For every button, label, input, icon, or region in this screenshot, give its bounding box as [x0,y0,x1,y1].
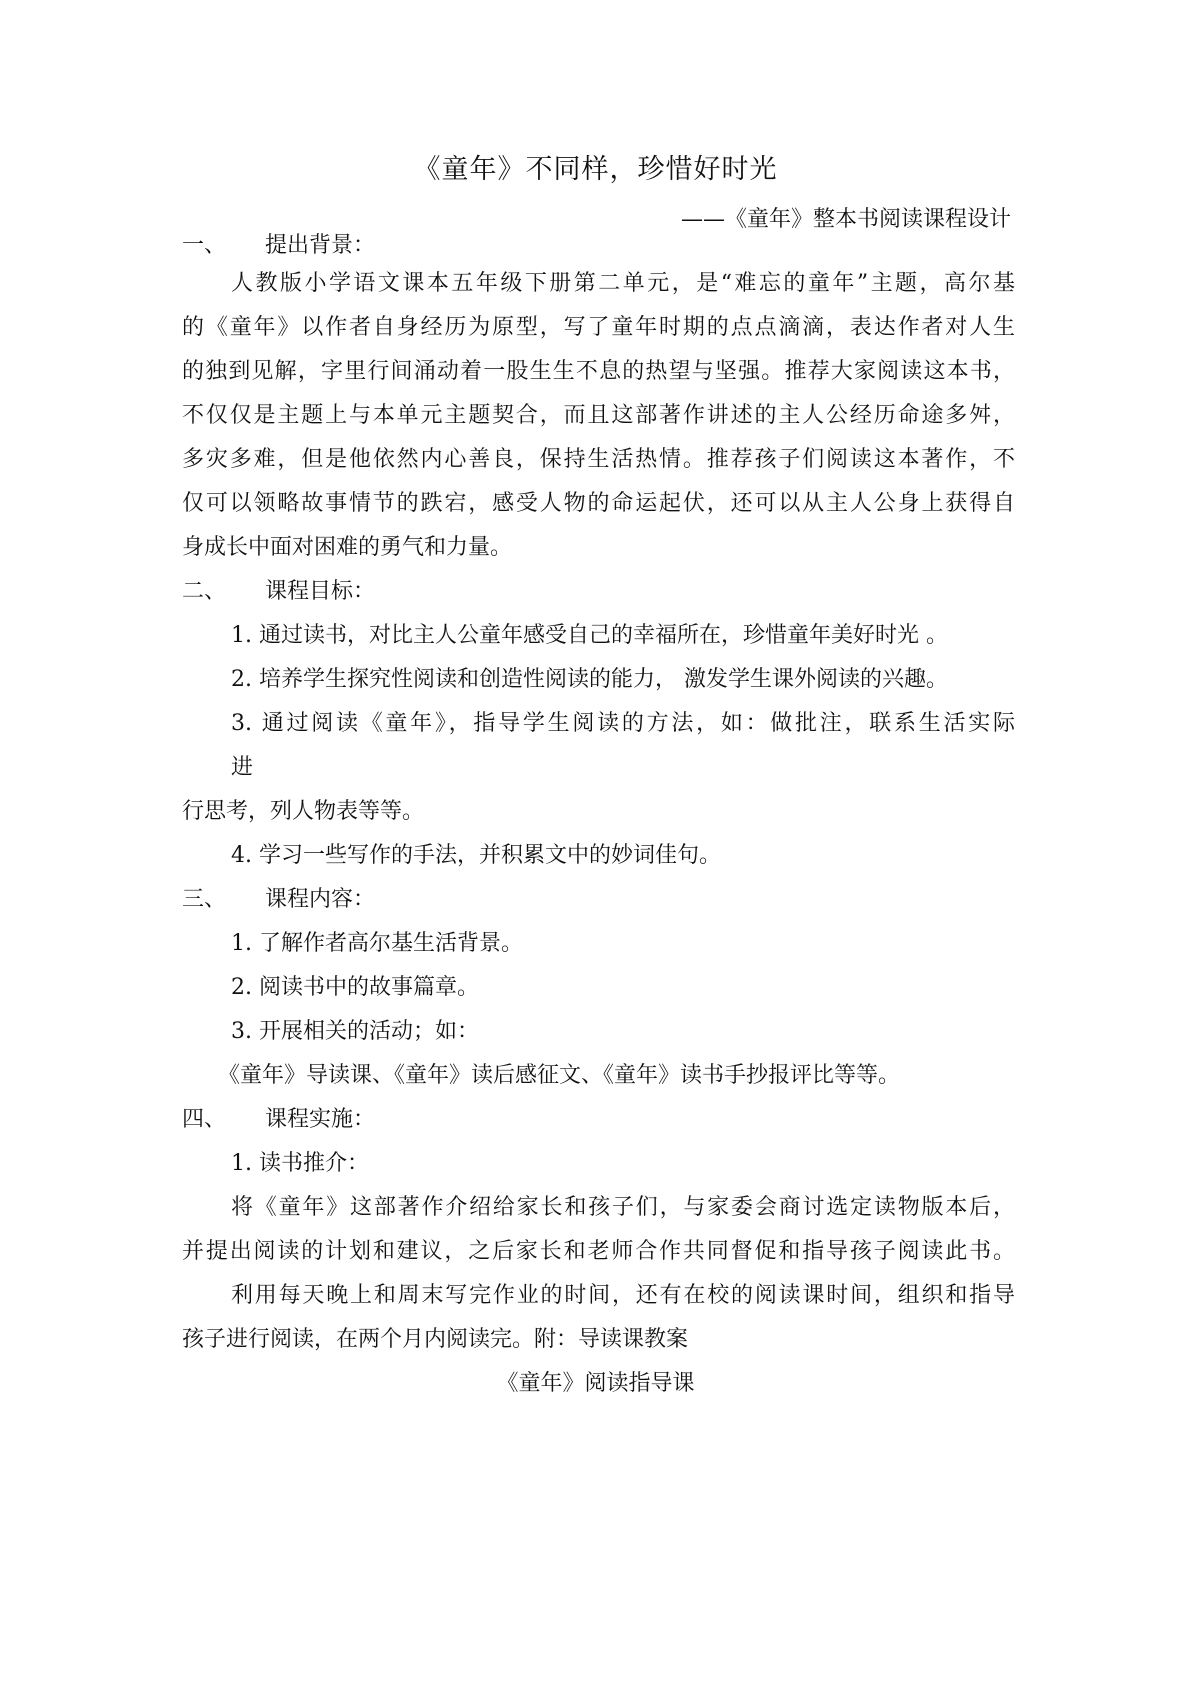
section-4-paragraph-line: 利用每天晚上和周末写完作业的时间，还有在校的阅读课时间，组织和指导 [231,1283,1015,1308]
goal-item-2: 2. 培养学生探究性阅读和创造性阅读的能力， 激发学生课外阅读的兴趣。 [231,667,948,692]
section-1-paragraph-line: 的《童年》以作者自身经历为原型，写了童年时期的点点滴滴，表达作者对人生 [182,315,1015,340]
section-4-number: 四、 [182,1107,227,1132]
section-1-paragraph-line: 人教版小学语文课本五年级下册第二单元，是“难忘的童年”主题，高尔基 [231,271,1015,296]
content-item-1: 1. 了解作者高尔基生活背景。 [231,931,523,956]
section-2-heading: 课程目标： [265,579,376,604]
section-4-paragraph-line: 将《童年》这部著作介绍给家长和孩子们，与家委会商讨选定读物版本后， [231,1195,1015,1220]
section-1-paragraph-line: 不仅仅是主题上与本单元主题契合，而且这部著作讲述的主人公经历命途多舛， [182,403,1015,428]
content-activity-list: 《童年》导读课、《童年》读后感征文、《童年》读书手抄报评比等等。 [218,1063,901,1088]
section-1-paragraph-line: 的独到见解，字里行间涌动着一股生生不息的热望与坚强。推荐大家阅读这本书， [182,359,1015,384]
section-3-number: 三、 [182,887,227,912]
content-item-3: 3. 开展相关的活动；如： [231,1019,479,1044]
section-4-heading: 课程实施： [265,1107,376,1132]
document-title: 《童年》不同样，珍惜好时光 [413,154,778,185]
goal-item-3: 3. 通过阅读《童年》，指导学生阅读的方法，如：做批注，联系生活实际 [231,711,1015,736]
document-subtitle: ——《童年》整本书阅读课程设计 [680,207,1011,232]
section-1-paragraph-line: 多灾多难，但是他依然内心善良，保持生活热情。推荐孩子们阅读这本著作，不 [182,447,1015,472]
section-3-heading: 课程内容： [265,887,376,912]
section-4-paragraph-line: 孩子进行阅读，在两个月内阅读完。附：导读课教案 [182,1327,689,1352]
section-1-number: 一、 [182,233,227,258]
content-item-2: 2. 阅读书中的故事篇章。 [231,975,479,1000]
implementation-item-1: 1. 读书推介： [231,1151,369,1176]
lesson-plan-heading: 《童年》阅读指导课 [496,1371,695,1396]
section-4-paragraph-line: 并提出阅读的计划和建议，之后家长和老师合作共同督促和指导孩子阅读此书。 [182,1239,1015,1264]
goal-item-4: 4. 学习一些写作的手法，并积累文中的妙词佳句。 [231,843,721,868]
section-1-heading: 提出背景： [265,233,376,258]
section-1-paragraph-line: 身成长中面对困难的勇气和力量。 [182,535,513,560]
goal-item-3-continuation: 行思考，列人物表等等。 [182,799,425,824]
goal-item-3-wrap: 进 [231,755,254,780]
section-2-number: 二、 [182,579,227,604]
goal-item-1: 1. 通过读书，对比主人公童年感受自己的幸福所在，珍惜童年美好时光 。 [231,623,948,648]
section-1-paragraph-line: 仅可以领略故事情节的跌宕，感受人物的命运起伏，还可以从主人公身上获得自 [182,491,1015,516]
